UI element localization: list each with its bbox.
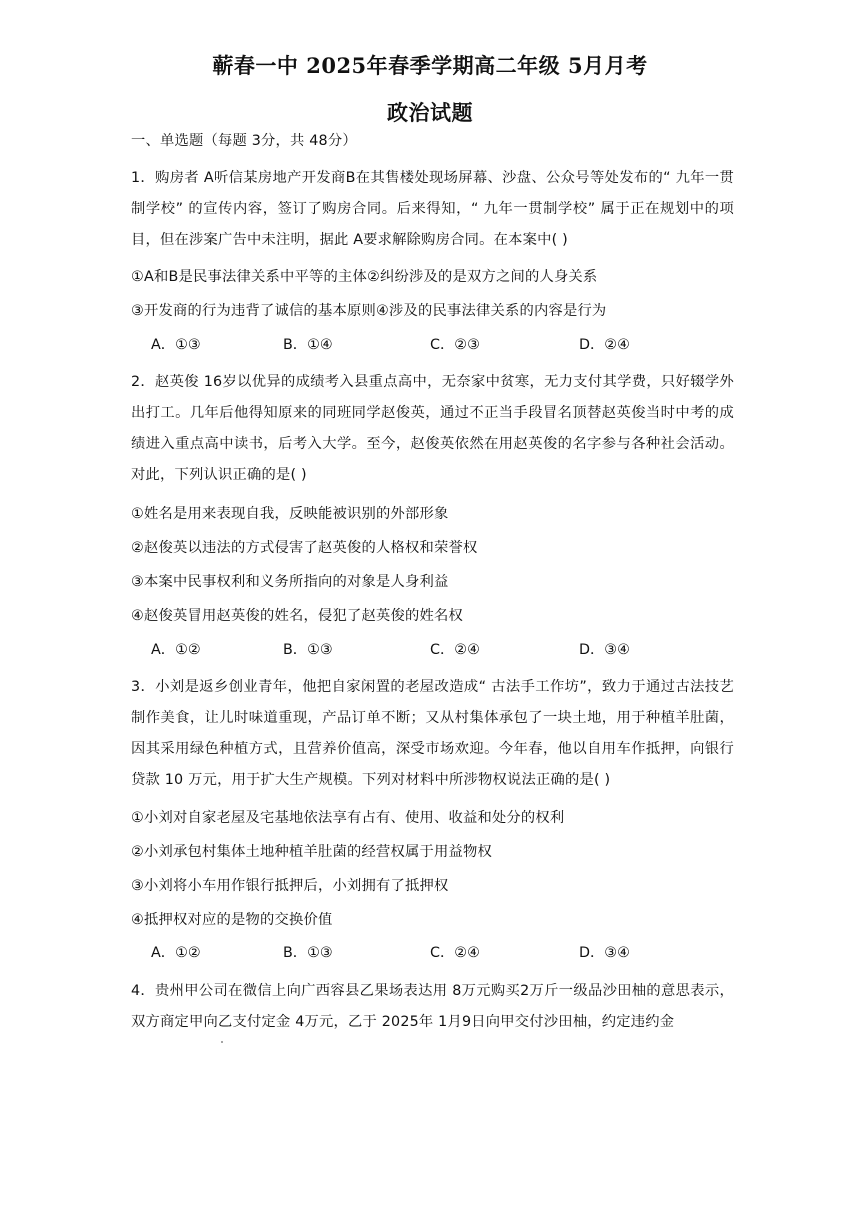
question-2-statement: ④赵俊英冒用赵英俊的姓名，侵犯了赵英俊的姓名权 bbox=[131, 608, 463, 624]
question-2-stem: 2．赵英俊 16岁以优异的成绩考入县重点高中，无奈家中贫寒，无力支付其学费，只好辍学外出打工。几年后他得知原来的同班同学赵俊英，通过不正当手段冒名顶替赵英俊当时中考的成绩进入重点高中读书，后考入大学。至今，赵俊英依然在用赵英俊的名字参与各种社会活动。对此，下列认识正确的是( ) bbox=[131, 374, 734, 483]
section-heading: 一、单选题（每题 3分，共 48分） bbox=[131, 133, 357, 149]
question-1-option-d: D．②④ bbox=[579, 337, 630, 353]
question-2-statement: ③本案中民事权利和义务所指向的对象是人身利益 bbox=[131, 574, 449, 590]
question-1-option-b: B．①④ bbox=[283, 337, 333, 353]
question-2-option-c: C．②④ bbox=[430, 642, 480, 658]
exam-subtitle: 政治试题 bbox=[387, 100, 473, 125]
exam-title: 蕲春一中 2025年春季学期高二年级 5月月考 bbox=[212, 53, 648, 78]
question-3-option-d: D．③④ bbox=[579, 945, 630, 961]
question-1-stem: 1．购房者 A听信某房地产开发商B在其售楼处现场屏幕、沙盘、公众号等处发布的“ 九年一贯制学校” 的宣传内容，签订了购房合同。后来得知，“ 九年一贯制学校” 属于正在规划中的项目，但在涉案广告中未注明，据此 A要求解除购房合同。在本案中( ) bbox=[131, 170, 734, 248]
question-1-option-c: C．②③ bbox=[430, 337, 480, 353]
question-1-option-a: A．①③ bbox=[151, 337, 201, 353]
question-2-statement: ①姓名是用来表现自我，反映能被识别的外部形象 bbox=[131, 506, 449, 522]
question-3-statement: ②小刘承包村集体土地种植羊肚菌的经营权属于用益物权 bbox=[131, 844, 492, 860]
question-1-statement: ①A和B是民事法律关系中平等的主体②纠纷涉及的是双方之间的人身关系 bbox=[131, 269, 598, 285]
question-2-option-b: B．①③ bbox=[283, 642, 333, 658]
question-3-statement: ①小刘对自家老屋及宅基地依法享有占有、使用、收益和处分的权利 bbox=[131, 810, 565, 826]
question-3-option-a: A．①② bbox=[151, 945, 201, 961]
question-2-option-a: A．①② bbox=[151, 642, 201, 658]
question-3-option-b: B．①③ bbox=[283, 945, 333, 961]
question-2-option-d: D．③④ bbox=[579, 642, 630, 658]
page-mark bbox=[221, 1041, 223, 1043]
question-3-option-c: C．②④ bbox=[430, 945, 480, 961]
question-3-statement: ③小刘将小车用作银行抵押后，小刘拥有了抵押权 bbox=[131, 878, 449, 894]
question-3-statement: ④抵押权对应的是物的交换价值 bbox=[131, 912, 333, 928]
question-4-stem: 4．贵州甲公司在微信上向广西容县乙果场表达用 8万元购买2万斤一级品沙田柚的意思表示，双方商定甲向乙支付定金 4万元，乙于 2025年 1月9日向甲交付沙田柚，约定违约金 bbox=[131, 983, 734, 1030]
question-1-statement: ③开发商的行为违背了诚信的基本原则④涉及的民事法律关系的内容是行为 bbox=[131, 303, 607, 319]
question-2-statement: ②赵俊英以违法的方式侵害了赵英俊的人格权和荣誉权 bbox=[131, 540, 478, 556]
question-3-stem: 3．小刘是返乡创业青年，他把自家闲置的老屋改造成“ 古法手工作坊”，致力于通过古法技艺制作美食，让儿时味道重现，产品订单不断；又从村集体承包了一块土地，用于种植羊肚菌，因其采用绿色种植方式，且营养价值高，深受市场欢迎。今年春，他以自用车作抵押，向银行贷款 10 万元，用于扩大生产规模。下列对材料中所涉物权说法正确的是( ) bbox=[131, 679, 734, 788]
